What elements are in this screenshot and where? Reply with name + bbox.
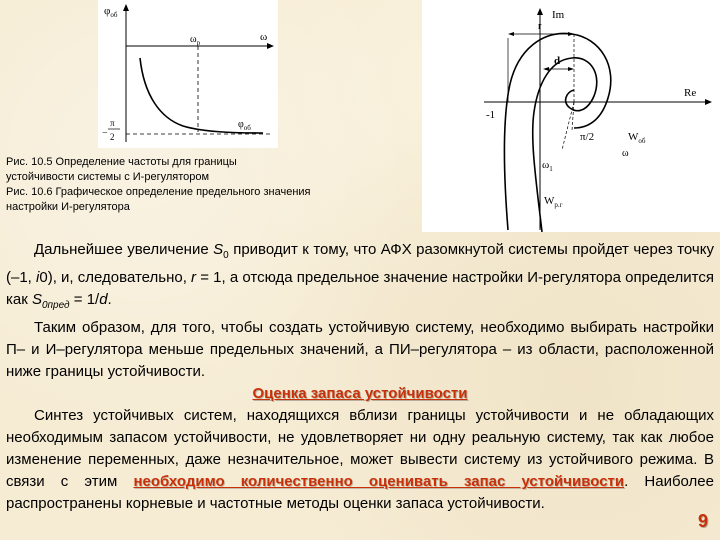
x-axis-label: ω	[260, 31, 268, 43]
im-label: Im	[552, 9, 565, 21]
ray-2	[572, 102, 574, 130]
ray-1	[562, 102, 574, 150]
pi-half-label: π/2	[580, 131, 595, 143]
y-axis-label: $\varphi_{об}$	[104, 5, 118, 19]
figure-10-5	[98, 0, 278, 148]
r-arrow-left	[508, 32, 514, 36]
w-pr-label: $W_{р.г}$	[544, 195, 563, 209]
phase-frequency-plot	[98, 0, 278, 148]
w-ob-label: $W_{об}$	[628, 131, 646, 145]
figure-10-6	[422, 0, 720, 232]
d-arrow-left	[543, 67, 549, 71]
nyquist-plot	[422, 0, 720, 232]
page-number: 9	[697, 511, 708, 531]
paragraph-1: Дальнейшее увеличение $S_0$ приводит к тому, что АФХ разомкнутой системы пройдет через точку (–1, i0), и, следовательно, r = 1, а отсюда предельное значение настройки И-регулятора определится как $S_{0пред} = 1/d$.	[6, 241, 715, 311]
re-label: Re	[684, 87, 697, 99]
section-heading: Оценка запаса устойчивости	[252, 385, 468, 402]
d-label: d	[554, 55, 561, 67]
omega-label: ω	[622, 148, 629, 159]
phase-curve	[140, 58, 263, 133]
figure-captions	[6, 155, 406, 215]
crossover-label: $\omega_р$	[190, 34, 201, 47]
omega1-label: $\omega_1$	[542, 159, 553, 173]
main-text	[6, 239, 714, 515]
y-axis-arrow	[123, 4, 129, 11]
caption-line: Рис. 10.6 Графическое определение предельного значения	[6, 186, 311, 198]
curve-label: $\varphi_{об}$	[238, 119, 251, 132]
paragraph-3: Синтез устойчивых систем, находящихся вблизи границы устойчивости и не обладающих необходимым запасом устойчивости, не удовлетворяет ни одну реальную систему, так как любое изменение переменных, даже незначительное, может вывести систему из устойчивого режима. В связи с этим необходимо количественно оценивать запас устойчивости. Наиболее распространены корневые и частотные методы оценки запаса устойчивости.	[6, 407, 714, 512]
paragraph-2: Таким образом, для того, чтобы создать устойчивую систему, необходимо выбирать настройки П– и И–регулятора меньше предельных значений, а ПИ–регулятора – из области, расположенной ниже границы устойчивости.	[6, 319, 714, 380]
caption-line: устойчивости системы с И-регулятором	[6, 171, 210, 183]
highlighted-phrase: необходимо количественно оценивать запас устойчивости	[133, 473, 625, 490]
minus-one-label: -1	[486, 109, 496, 121]
r-label: r	[538, 21, 542, 32]
re-axis-arrow	[705, 99, 712, 105]
minus-sign: −	[102, 128, 108, 139]
pi-denominator: 2	[110, 132, 115, 142]
caption-line: Рис. 10.5 Определение частоты для границы	[6, 156, 237, 168]
im-axis-arrow	[537, 8, 543, 15]
x-axis-arrow	[267, 43, 274, 49]
caption-line: настройки И-регулятора	[6, 201, 130, 213]
inner-curve	[533, 58, 597, 232]
d-arrow-right	[568, 67, 574, 71]
pi-label: π	[110, 118, 115, 128]
